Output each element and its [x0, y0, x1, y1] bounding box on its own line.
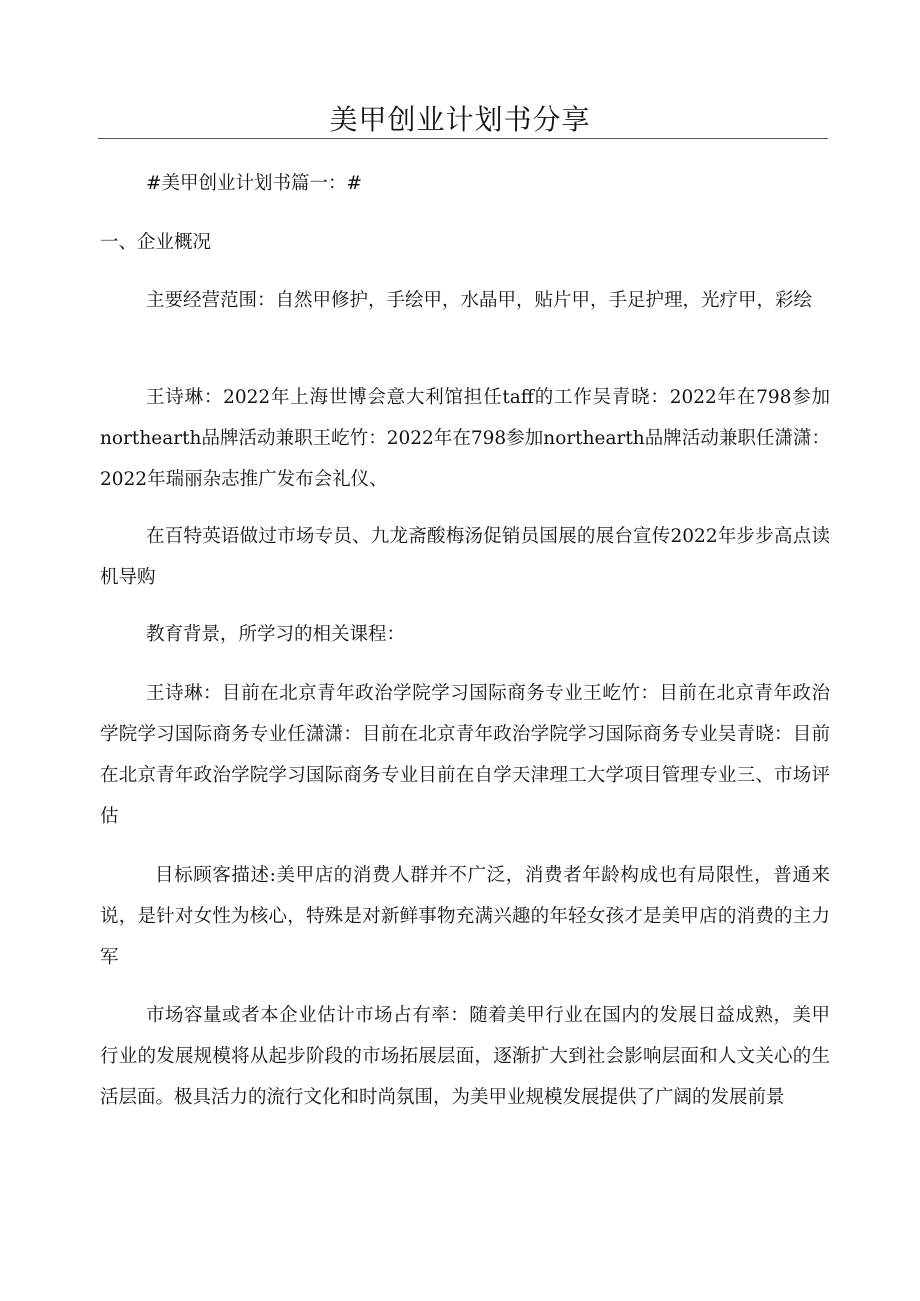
document-title: 美甲创业计划书分享	[329, 103, 591, 136]
paragraph-more-experience: 在百特英语做过市场专员、九龙斋酸梅汤促销员国展的展台宣传2022年步步高点读机导购	[100, 526, 830, 588]
section-heading-company-overview: 一、企业概况	[100, 232, 212, 253]
paragraph-education-details: 王诗琳：目前在北京青年政治学院学习国际商务专业王屹竹：目前在北京青年政治学院学习国际商务专业任潇潇：目前在北京青年政治学院学习国际商务专业吴青晓：目前在北京青年政治学院学习国际商务专业目前在自学天津理工大学项目管理专业三、市场评估	[100, 683, 830, 827]
paragraph-team-experience: 王诗琳：2022年上海世博会意大利馆担任taff的工作吴青晓：2022年在798参加northearth品牌活动兼职王屹竹：2022年在798参加northearth品牌活动兼职任潇潇：2022年瑞丽杂志推广发布会礼仪、	[100, 387, 830, 490]
paragraph-business-scope: 主要经营范围：自然甲修护，手绘甲，水晶甲，贴片甲，手足护理，光疗甲，彩绘	[146, 290, 813, 311]
paragraph-education-heading: 教育背景，所学习的相关课程：	[146, 624, 406, 645]
paragraph-market-capacity: 市场容量或者本企业估计市场占有率：随着美甲行业在国内的发展日益成熟，美甲行业的发展规模将从起步阶段的市场拓展层面，逐渐扩大到社会影响层面和人文关心的生活层面。极具活力的流行文化和时尚氛围，为美甲业规模发展提供了广阔的发展前景	[100, 1005, 830, 1108]
paragraph-target-customers: 目标顾客描述:美甲店的消费人群并不广泛，消费者年龄构成也有局限性，普通来说，是针对女性为核心，特殊是对新鲜事物充满兴趣的年轻女孩才是美甲店的消费的主力军	[100, 865, 830, 968]
title-divider	[98, 138, 828, 139]
section-heading-part-one: #美甲创业计划书篇一：#	[146, 173, 363, 194]
